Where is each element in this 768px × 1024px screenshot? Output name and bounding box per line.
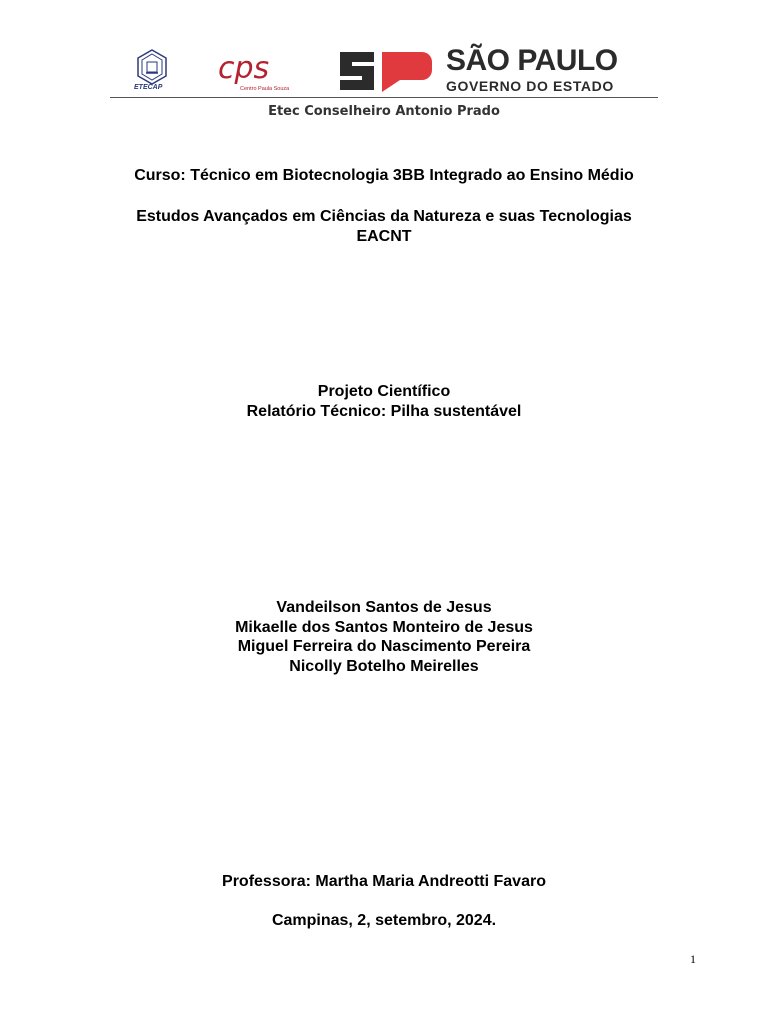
sp-logo (338, 48, 434, 94)
header-logos (110, 44, 658, 100)
page-number: 1 (690, 952, 696, 966)
author-name: Mikaelle dos Santos Monteiro de Jesus (235, 618, 533, 636)
sp-name: SÃO PAULO (446, 44, 618, 77)
course-title: Curso: Técnico em Biotecnologia 3BB Integrado ao Ensino Médio (134, 167, 634, 184)
etecap-label: ETECAP (134, 84, 163, 91)
cps-logo (218, 48, 290, 96)
etecap-logo (132, 48, 172, 100)
project-line-1: Projeto Científico (317, 383, 451, 400)
subject-block (0, 207, 768, 246)
author-name: Vandeilson Santos de Jesus (276, 599, 492, 616)
project-line-2: Relatório Técnico: Pilha sustentável (246, 402, 522, 420)
place-date: Campinas, 2, setembro, 2024. (271, 912, 497, 929)
school-name: Etec Conselheiro Antonio Prado (268, 104, 500, 119)
author-name: Nicolly Botelho Meirelles (289, 657, 479, 675)
authors-block (0, 598, 768, 676)
professor-name: Professora: Martha Maria Andreotti Favaro (222, 873, 546, 890)
svg-text:cps: cps (218, 51, 270, 86)
header-divider (110, 97, 658, 98)
subject-line-1: Estudos Avançados em Ciências da Natureza e suas Tecnologias (136, 208, 632, 225)
project-block (0, 382, 768, 421)
subject-line-2: EACNT (356, 227, 412, 245)
cps-label: Centro Paula Souza (240, 86, 290, 92)
author-name: Miguel Ferreira do Nascimento Pereira (237, 638, 531, 655)
sp-subtitle: GOVERNO DO ESTADO (446, 78, 614, 94)
